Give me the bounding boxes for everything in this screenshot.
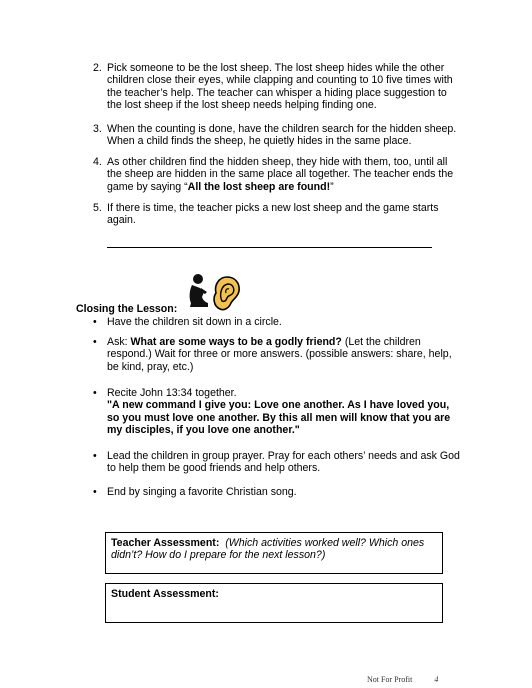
list-item (93, 387, 463, 437)
list-item-text: End by singing a favorite Christian song. (107, 486, 297, 498)
step-text-part: ” (330, 180, 334, 193)
list-item-text-part: (Let the children respond.) Wait for three or more answers. (possible answers: share, help, be kind, pray, etc.) (107, 336, 452, 373)
list-item-text-bold: What are some ways to be a godly friend? (130, 336, 342, 348)
list-item-text-part: Ask: (107, 336, 131, 348)
step-text-bold: All the lost sheep are found! (187, 180, 331, 193)
praying-child-listening-icon (186, 273, 242, 311)
step-text (107, 156, 463, 193)
list-item-text: Lead the children in group prayer. Pray for each others’ needs and ask God to help them be good friends and help others. (107, 450, 460, 475)
list-item (93, 336, 463, 373)
bullet: • (93, 387, 97, 399)
step-number: 5. (93, 202, 102, 214)
step-number: 4. (93, 156, 102, 168)
step-text-part: As other children find the hidden sheep, they hide with them, too, until all the sheep are hidden in the same place all together. The teacher ends the game by saying “ (107, 156, 454, 193)
teacher-assessment-title: Teacher Assessment: (111, 537, 220, 549)
bullet: • (93, 316, 97, 328)
page-number: 4 (434, 675, 439, 684)
footer-text: Not For Profit (367, 675, 413, 684)
step-number: 2. (93, 62, 102, 74)
teacher-assessment-note: (Which activities worked well? Which ones didn’t? How do I prepare for the next lesson?) (111, 537, 425, 562)
list-item-text-part: Recite John 13:34 together. (107, 387, 237, 399)
bullet: • (93, 486, 97, 498)
step-number: 3. (93, 123, 102, 135)
list-item (93, 450, 463, 475)
list-item-text (107, 336, 463, 373)
list-item-text: Have the children sit down in a circle. (107, 316, 282, 328)
step-text: Pick someone to be the lost sheep. The lost sheep hides while the other children close their eyes, while clapping and counting to 10 five times with the teacher’s help. The teacher can whisper a hiding place suggestion to the lost sheep if the lost sheep needs helping finding one. (107, 62, 453, 112)
step-item (93, 62, 463, 112)
list-item (93, 316, 463, 328)
step-text: When the counting is done, have the children search for the hidden sheep. When a child finds the sheep, he quietly hides in the same place. (107, 123, 457, 148)
scripture-quote: "A new command I give you: Love one another. As I have loved you, so you must love one another. By this all men will know that you are my disciples, if you love one another." (107, 399, 451, 437)
page-footer (367, 674, 438, 686)
closing-heading: Closing the Lesson: (76, 303, 178, 315)
bullet: • (93, 450, 97, 462)
list-item (93, 486, 463, 498)
student-assessment-box[interactable] (105, 583, 443, 623)
step-item (93, 123, 463, 148)
bullet: • (93, 336, 97, 348)
step-item (93, 202, 463, 227)
student-assessment-title: Student Assessment: (111, 588, 219, 600)
teacher-assessment-box[interactable] (105, 532, 443, 574)
step-item (93, 156, 463, 193)
list-item-text (107, 387, 463, 437)
step-text: If there is time, the teacher picks a new lost sheep and the game starts again. (107, 202, 439, 227)
section-divider (107, 247, 432, 248)
